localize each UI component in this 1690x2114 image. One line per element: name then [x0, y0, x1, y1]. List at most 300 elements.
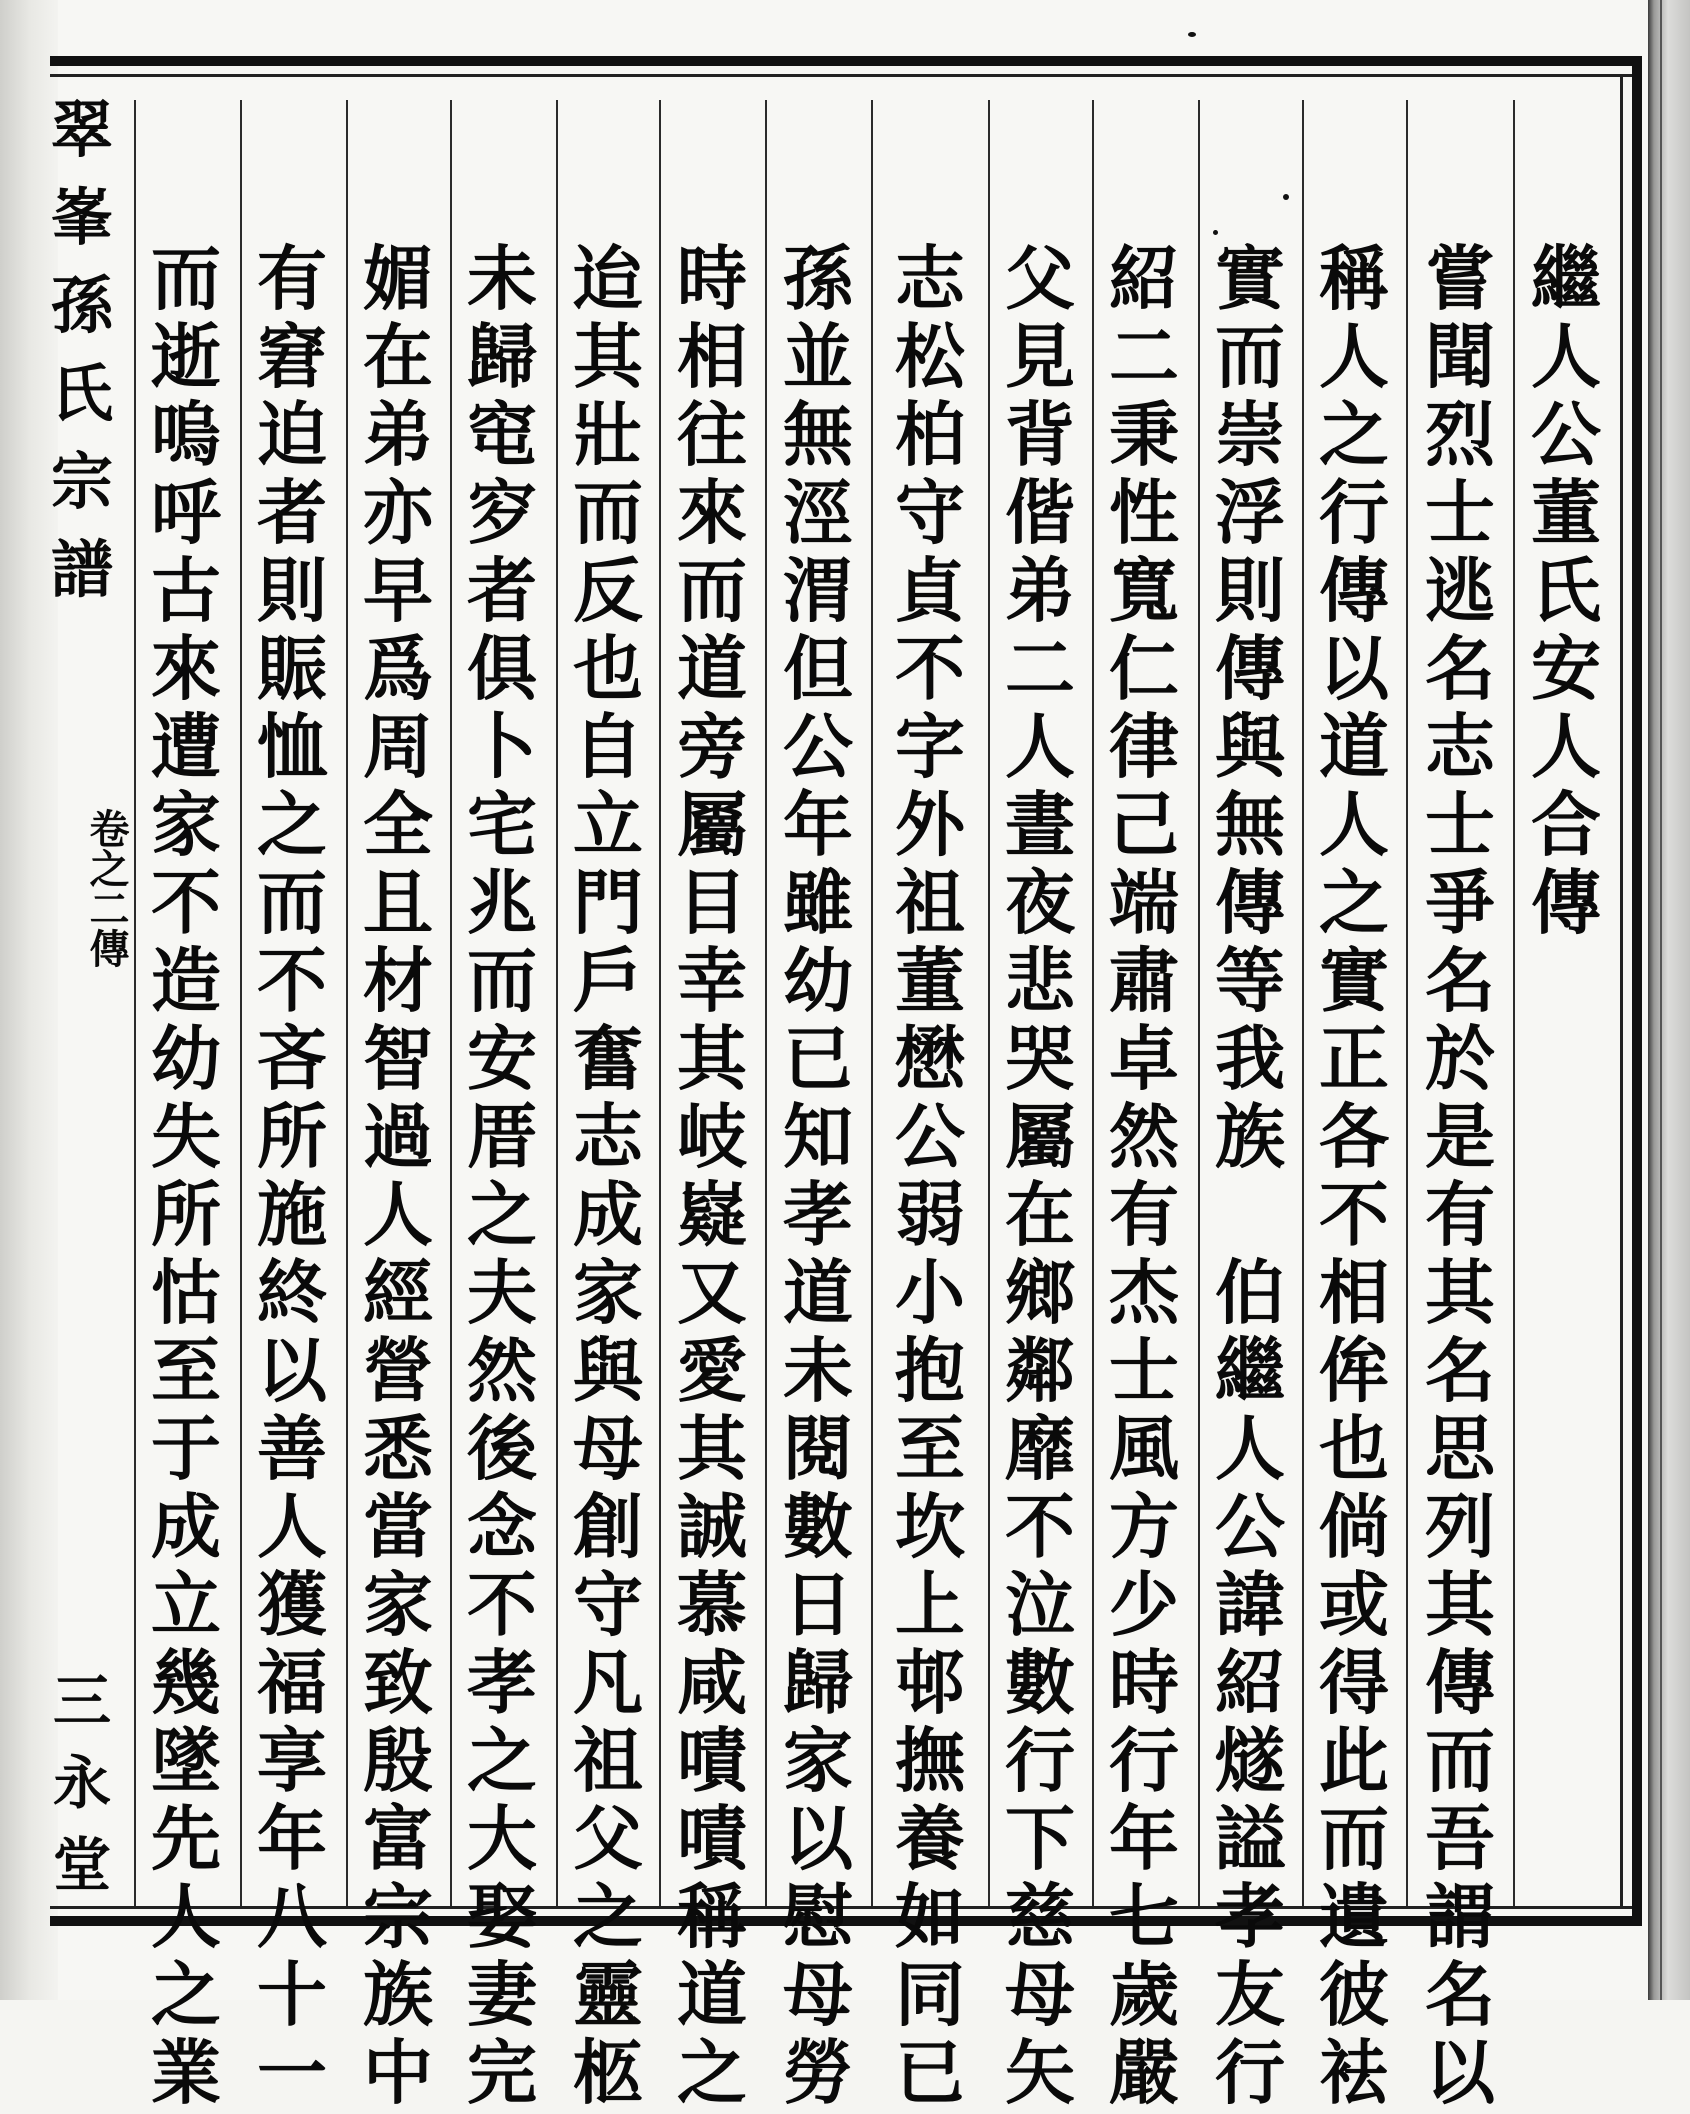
glyph: 母 — [783, 1953, 853, 2036]
glyph: 則 — [1215, 549, 1285, 632]
glyph: 志 — [895, 237, 965, 320]
glyph: 此 — [1319, 1719, 1389, 1802]
text-column — [1312, 237, 1396, 2114]
glyph: 之 — [151, 1953, 221, 2036]
glyph: 晝 — [1005, 783, 1075, 866]
glyph: 養 — [895, 1797, 965, 1880]
glyph: 寬 — [1109, 549, 1179, 632]
glyph: 幼 — [783, 939, 853, 1022]
glyph: 傳 — [1215, 861, 1285, 944]
glyph: 得 — [1319, 1641, 1389, 1724]
glyph: 與 — [1215, 705, 1285, 788]
glyph: 未 — [783, 1329, 853, 1412]
glyph: 嘖 — [677, 1797, 747, 1880]
glyph: 二 — [1109, 315, 1179, 398]
glyph: 壯 — [573, 393, 643, 476]
glyph: 志 — [1425, 705, 1495, 788]
glyph: 有 — [257, 237, 327, 320]
glyph: 松 — [895, 315, 965, 398]
glyph: 其 — [677, 1017, 747, 1100]
margin-glyph: 孫 — [51, 269, 114, 342]
glyph: 迨 — [573, 237, 643, 320]
glyph: 有 — [1425, 1173, 1495, 1256]
glyph: 安 — [467, 1017, 537, 1100]
glyph: 於 — [1425, 1017, 1495, 1100]
glyph: 公 — [1531, 393, 1601, 476]
glyph: 其 — [677, 1407, 747, 1490]
glyph: 然 — [1109, 1095, 1179, 1178]
glyph: 者 — [257, 471, 327, 554]
glyph: 十 — [257, 1953, 327, 2036]
glyph: 安 — [1531, 627, 1601, 710]
glyph: 早 — [363, 549, 433, 632]
glyph: 不 — [1319, 1173, 1389, 1256]
glyph: 人 — [1319, 315, 1389, 398]
glyph: 相 — [1319, 1251, 1389, 1334]
glyph: 紹 — [1215, 1641, 1285, 1724]
glyph: 與 — [573, 1329, 643, 1412]
glyph: 失 — [151, 1095, 221, 1178]
glyph: 且 — [363, 861, 433, 944]
glyph: 人 — [363, 1173, 433, 1256]
glyph: 合 — [1531, 783, 1601, 866]
glyph: 不 — [467, 1563, 537, 1646]
glyph: 逃 — [1425, 549, 1495, 632]
glyph: 我 — [1215, 1017, 1285, 1100]
glyph: 歲 — [1109, 1953, 1179, 2036]
glyph: 父 — [573, 1797, 643, 1880]
glyph: 董 — [1531, 471, 1601, 554]
glyph: 在 — [363, 315, 433, 398]
glyph: 立 — [151, 1563, 221, 1646]
ink-speck — [1213, 230, 1218, 235]
margin-volume-section — [78, 808, 135, 968]
glyph: 肅 — [1109, 939, 1179, 1022]
glyph: 奮 — [573, 1017, 643, 1100]
margin-glyph: 翠 — [51, 93, 114, 166]
text-column-heading — [1524, 237, 1608, 944]
glyph: 造 — [151, 939, 221, 1022]
glyph: 祖 — [895, 861, 965, 944]
frame-right-border — [1632, 56, 1642, 1926]
glyph — [1210, 1176, 1290, 1254]
glyph: 祖 — [573, 1719, 643, 1802]
column-divider — [659, 100, 661, 1906]
glyph: 人 — [1215, 1407, 1285, 1490]
glyph: 之 — [1319, 393, 1389, 476]
glyph: 穸 — [467, 471, 537, 554]
glyph: 公 — [783, 705, 853, 788]
glyph: 先 — [151, 1797, 221, 1880]
margin-glyph: 峯 — [51, 181, 114, 254]
glyph: 公 — [1215, 1485, 1285, 1568]
glyph: 道 — [677, 627, 747, 710]
glyph: 孝 — [1215, 1875, 1285, 1958]
glyph: 完 — [467, 2031, 537, 2114]
glyph: 行 — [1319, 471, 1389, 554]
glyph: 無 — [783, 393, 853, 476]
text-column — [250, 237, 334, 2114]
glyph: 守 — [573, 1563, 643, 1646]
glyph: 母 — [1005, 1953, 1075, 2036]
glyph: 而 — [1319, 1797, 1389, 1880]
glyph: 氏 — [1531, 549, 1601, 632]
glyph: 善 — [257, 1407, 327, 1490]
glyph: 成 — [573, 1173, 643, 1256]
column-divider — [556, 100, 558, 1906]
glyph: 創 — [573, 1485, 643, 1568]
glyph: 父 — [1005, 237, 1075, 320]
glyph: 厝 — [467, 1095, 537, 1178]
glyph: 道 — [677, 1953, 747, 2036]
glyph: 閱 — [783, 1407, 853, 1490]
glyph: 在 — [1005, 1173, 1075, 1256]
glyph: 誠 — [677, 1485, 747, 1568]
glyph: 日 — [783, 1563, 853, 1646]
glyph: 屬 — [677, 783, 747, 866]
glyph: 窘 — [257, 315, 327, 398]
glyph: 家 — [363, 1563, 433, 1646]
glyph: 孫 — [783, 237, 853, 320]
glyph: 其 — [1425, 1251, 1495, 1334]
glyph: 傳 — [1215, 627, 1285, 710]
column-divider — [1406, 100, 1408, 1906]
glyph: 列 — [1425, 1485, 1495, 1568]
text-column — [1102, 237, 1186, 2114]
glyph: 思 — [1425, 1407, 1495, 1490]
glyph: 反 — [573, 549, 643, 632]
glyph: 娶 — [467, 1875, 537, 1958]
glyph: 不 — [895, 627, 965, 710]
page-fold-line — [1660, 0, 1662, 2000]
glyph: 浮 — [1215, 471, 1285, 554]
glyph: 之 — [467, 1173, 537, 1256]
glyph: 坎 — [895, 1485, 965, 1568]
glyph: 孝 — [783, 1173, 853, 1256]
glyph: 渭 — [783, 549, 853, 632]
glyph: 其 — [573, 315, 643, 398]
glyph: 年 — [257, 1797, 327, 1880]
glyph: 目 — [677, 861, 747, 944]
glyph: 孝 — [467, 1641, 537, 1724]
glyph: 屬 — [1005, 1095, 1075, 1178]
glyph: 幸 — [677, 939, 747, 1022]
glyph: 旁 — [677, 705, 747, 788]
column-divider — [1198, 100, 1200, 1906]
glyph: 來 — [677, 471, 747, 554]
text-column — [670, 237, 754, 2114]
glyph: 傳 — [1319, 549, 1389, 632]
glyph: 弟 — [363, 393, 433, 476]
glyph: 倘 — [1319, 1485, 1389, 1568]
glyph: 當 — [363, 1485, 433, 1568]
column-divider — [346, 100, 348, 1906]
glyph: 窀 — [467, 393, 537, 476]
glyph: 實 — [1319, 939, 1389, 1022]
glyph: 上 — [895, 1563, 965, 1646]
glyph: 悉 — [363, 1407, 433, 1490]
glyph: 哭 — [1005, 1017, 1075, 1100]
glyph: 不 — [1005, 1485, 1075, 1568]
glyph: 士 — [1425, 471, 1495, 554]
glyph: 不 — [151, 861, 221, 944]
glyph: 所 — [257, 1095, 327, 1178]
glyph: 燧 — [1215, 1719, 1285, 1802]
glyph: 妻 — [467, 1953, 537, 2036]
glyph: 名 — [1425, 939, 1495, 1022]
text-column — [566, 237, 650, 2114]
glyph: 立 — [573, 783, 643, 866]
glyph: 宗 — [363, 1875, 433, 1958]
glyph: 靈 — [573, 1953, 643, 2036]
glyph: 之 — [257, 783, 327, 866]
glyph: 抱 — [895, 1329, 965, 1412]
glyph: 律 — [1109, 705, 1179, 788]
glyph: 族 — [363, 1953, 433, 2036]
glyph: 過 — [363, 1095, 433, 1178]
text-column — [144, 237, 228, 2114]
frame-top-inner-border — [50, 74, 1632, 77]
glyph: 實 — [1215, 237, 1285, 320]
glyph: 歸 — [467, 315, 537, 398]
glyph: 名 — [1425, 1953, 1495, 2036]
glyph: 媚 — [363, 237, 433, 320]
glyph: 公 — [895, 1095, 965, 1178]
glyph: 一 — [257, 2031, 327, 2114]
glyph: 施 — [257, 1173, 327, 1256]
glyph: 致 — [363, 1641, 433, 1724]
glyph: 同 — [895, 1953, 965, 2036]
glyph: 咸 — [677, 1641, 747, 1724]
margin-section-label: 傳 — [83, 928, 130, 968]
glyph: 吝 — [257, 1017, 327, 1100]
column-divider — [765, 100, 767, 1906]
glyph: 知 — [783, 1095, 853, 1178]
text-column — [888, 237, 972, 2114]
glyph: 矢 — [1005, 2031, 1075, 2114]
column-divider — [450, 100, 452, 1906]
glyph: 泣 — [1005, 1563, 1075, 1646]
glyph: 嚴 — [1109, 2031, 1179, 2114]
glyph: 偕 — [1005, 471, 1075, 554]
glyph: 如 — [895, 1875, 965, 1958]
glyph: 悲 — [1005, 939, 1075, 1022]
glyph: 以 — [1319, 627, 1389, 710]
glyph: 而 — [1215, 315, 1285, 398]
column-divider — [1302, 100, 1304, 1906]
glyph: 宅 — [467, 783, 537, 866]
text-column — [460, 237, 544, 2114]
glyph: 而 — [467, 939, 537, 1022]
glyph: 之 — [573, 1875, 643, 1958]
glyph: 數 — [1005, 1641, 1075, 1724]
text-column — [998, 237, 1082, 2114]
glyph: 富 — [363, 1797, 433, 1880]
text-column — [1208, 237, 1292, 2114]
glyph: 小 — [895, 1251, 965, 1334]
glyph: 賑 — [257, 627, 327, 710]
left-page-edge — [0, 0, 58, 2000]
glyph: 凡 — [573, 1641, 643, 1724]
glyph: 嘗 — [1425, 237, 1495, 320]
glyph: 則 — [257, 549, 327, 632]
glyph: 往 — [677, 393, 747, 476]
glyph: 而 — [1425, 1719, 1495, 1802]
glyph: 行 — [1109, 1719, 1179, 1802]
glyph: 稱 — [1319, 237, 1389, 320]
glyph: 年 — [783, 783, 853, 866]
margin-glyph: 三 — [52, 1667, 111, 1735]
glyph: 彼 — [1319, 1953, 1389, 2036]
glyph: 來 — [151, 627, 221, 710]
glyph: 材 — [363, 939, 433, 1022]
glyph: 門 — [573, 861, 643, 944]
glyph: 而 — [257, 861, 327, 944]
glyph: 士 — [1425, 783, 1495, 866]
glyph: 袪 — [1319, 2031, 1389, 2114]
glyph: 是 — [1425, 1095, 1495, 1178]
glyph: 殷 — [363, 1719, 433, 1802]
glyph: 吾 — [1425, 1797, 1495, 1880]
margin-glyph: 譜 — [51, 533, 114, 606]
glyph: 以 — [783, 1797, 853, 1880]
glyph: 岐 — [677, 1095, 747, 1178]
glyph: 時 — [1109, 1641, 1179, 1724]
glyph: 有 — [1109, 1173, 1179, 1256]
glyph: 志 — [573, 1095, 643, 1178]
glyph: 之 — [1319, 861, 1389, 944]
glyph: 之 — [677, 2031, 747, 2114]
ink-speck — [1188, 32, 1196, 37]
glyph: 至 — [151, 1329, 221, 1412]
glyph: 中 — [363, 2031, 433, 2114]
glyph: 傳 — [1531, 861, 1601, 944]
text-column — [1418, 237, 1502, 2114]
glyph: 業 — [151, 2031, 221, 2114]
column-divider — [1513, 100, 1515, 1906]
glyph: 但 — [783, 627, 853, 710]
glyph: 鄰 — [1005, 1329, 1075, 1412]
glyph: 或 — [1319, 1563, 1389, 1646]
glyph: 其 — [1425, 1563, 1495, 1646]
glyph: 外 — [895, 783, 965, 866]
glyph: 怙 — [151, 1251, 221, 1334]
glyph: 鄉 — [1005, 1251, 1075, 1334]
glyph: 然 — [467, 1329, 537, 1412]
glyph: 後 — [467, 1407, 537, 1490]
glyph: 卓 — [1109, 1017, 1179, 1100]
column-divider — [988, 100, 990, 1906]
glyph: 逝 — [151, 315, 221, 398]
glyph: 夜 — [1005, 861, 1075, 944]
glyph: 涇 — [783, 471, 853, 554]
glyph: 聞 — [1425, 315, 1495, 398]
glyph: 邨 — [895, 1641, 965, 1724]
margin-glyph: 宗 — [51, 445, 114, 518]
margin-hall-name — [52, 1660, 112, 1906]
glyph: 以 — [257, 1329, 327, 1412]
glyph: 字 — [895, 705, 965, 788]
margin-glyph: 氏 — [51, 357, 114, 430]
margin-glyph: 堂 — [52, 1831, 111, 1899]
glyph: 墜 — [151, 1719, 221, 1802]
glyph: 繼 — [1531, 237, 1601, 320]
glyph: 方 — [1109, 1485, 1179, 1568]
glyph: 數 — [783, 1485, 853, 1568]
glyph: 等 — [1215, 939, 1285, 1022]
glyph: 族 — [1215, 1095, 1285, 1178]
glyph: 周 — [363, 705, 433, 788]
glyph: 秉 — [1109, 393, 1179, 476]
glyph: 士 — [1109, 1329, 1179, 1412]
glyph: 弱 — [895, 1173, 965, 1256]
glyph: 人 — [151, 1875, 221, 1958]
glyph: 二 — [1005, 627, 1075, 710]
glyph: 經 — [363, 1251, 433, 1334]
column-divider — [240, 100, 242, 1906]
glyph: 爭 — [1425, 861, 1495, 944]
glyph: 迫 — [257, 393, 327, 476]
glyph: 念 — [467, 1485, 537, 1568]
glyph: 性 — [1109, 471, 1179, 554]
glyph: 也 — [573, 627, 643, 710]
glyph: 杰 — [1109, 1251, 1179, 1334]
column-divider — [134, 100, 136, 1906]
glyph: 行 — [1215, 2031, 1285, 2114]
glyph: 各 — [1319, 1095, 1389, 1178]
margin-volume: 卷之二 — [83, 808, 130, 928]
glyph: 以 — [1425, 2031, 1495, 2114]
glyph: 歸 — [783, 1641, 853, 1724]
glyph: 繼 — [1215, 1329, 1285, 1412]
glyph: 恤 — [257, 705, 327, 788]
glyph: 懋 — [895, 1017, 965, 1100]
glyph: 成 — [151, 1485, 221, 1568]
glyph: 卜 — [467, 705, 537, 788]
glyph: 慈 — [1005, 1875, 1075, 1958]
glyph: 兆 — [467, 861, 537, 944]
glyph: 人 — [257, 1485, 327, 1568]
glyph: 己 — [1109, 783, 1179, 866]
glyph: 名 — [1425, 627, 1495, 710]
glyph: 遭 — [151, 705, 221, 788]
glyph: 雖 — [783, 861, 853, 944]
glyph: 母 — [573, 1407, 643, 1490]
glyph: 謂 — [1425, 1875, 1495, 1958]
glyph: 紹 — [1109, 237, 1179, 320]
glyph: 行 — [1005, 1719, 1075, 1802]
glyph: 人 — [1531, 315, 1601, 398]
glyph: 董 — [895, 939, 965, 1022]
glyph: 七 — [1109, 1875, 1179, 1958]
glyph: 大 — [467, 1797, 537, 1880]
frame-top-border — [50, 56, 1642, 66]
glyph: 所 — [151, 1173, 221, 1256]
glyph: 智 — [363, 1017, 433, 1100]
glyph: 守 — [895, 471, 965, 554]
glyph: 而 — [573, 471, 643, 554]
glyph: 自 — [573, 705, 643, 788]
ink-speck — [1283, 194, 1289, 200]
glyph: 並 — [783, 315, 853, 398]
glyph: 嶷 — [677, 1173, 747, 1256]
glyph: 年 — [1109, 1797, 1179, 1880]
glyph: 嗚 — [151, 393, 221, 476]
text-column — [356, 237, 440, 2114]
glyph: 爲 — [363, 627, 433, 710]
glyph: 背 — [1005, 393, 1075, 476]
glyph: 伯 — [1215, 1251, 1285, 1334]
